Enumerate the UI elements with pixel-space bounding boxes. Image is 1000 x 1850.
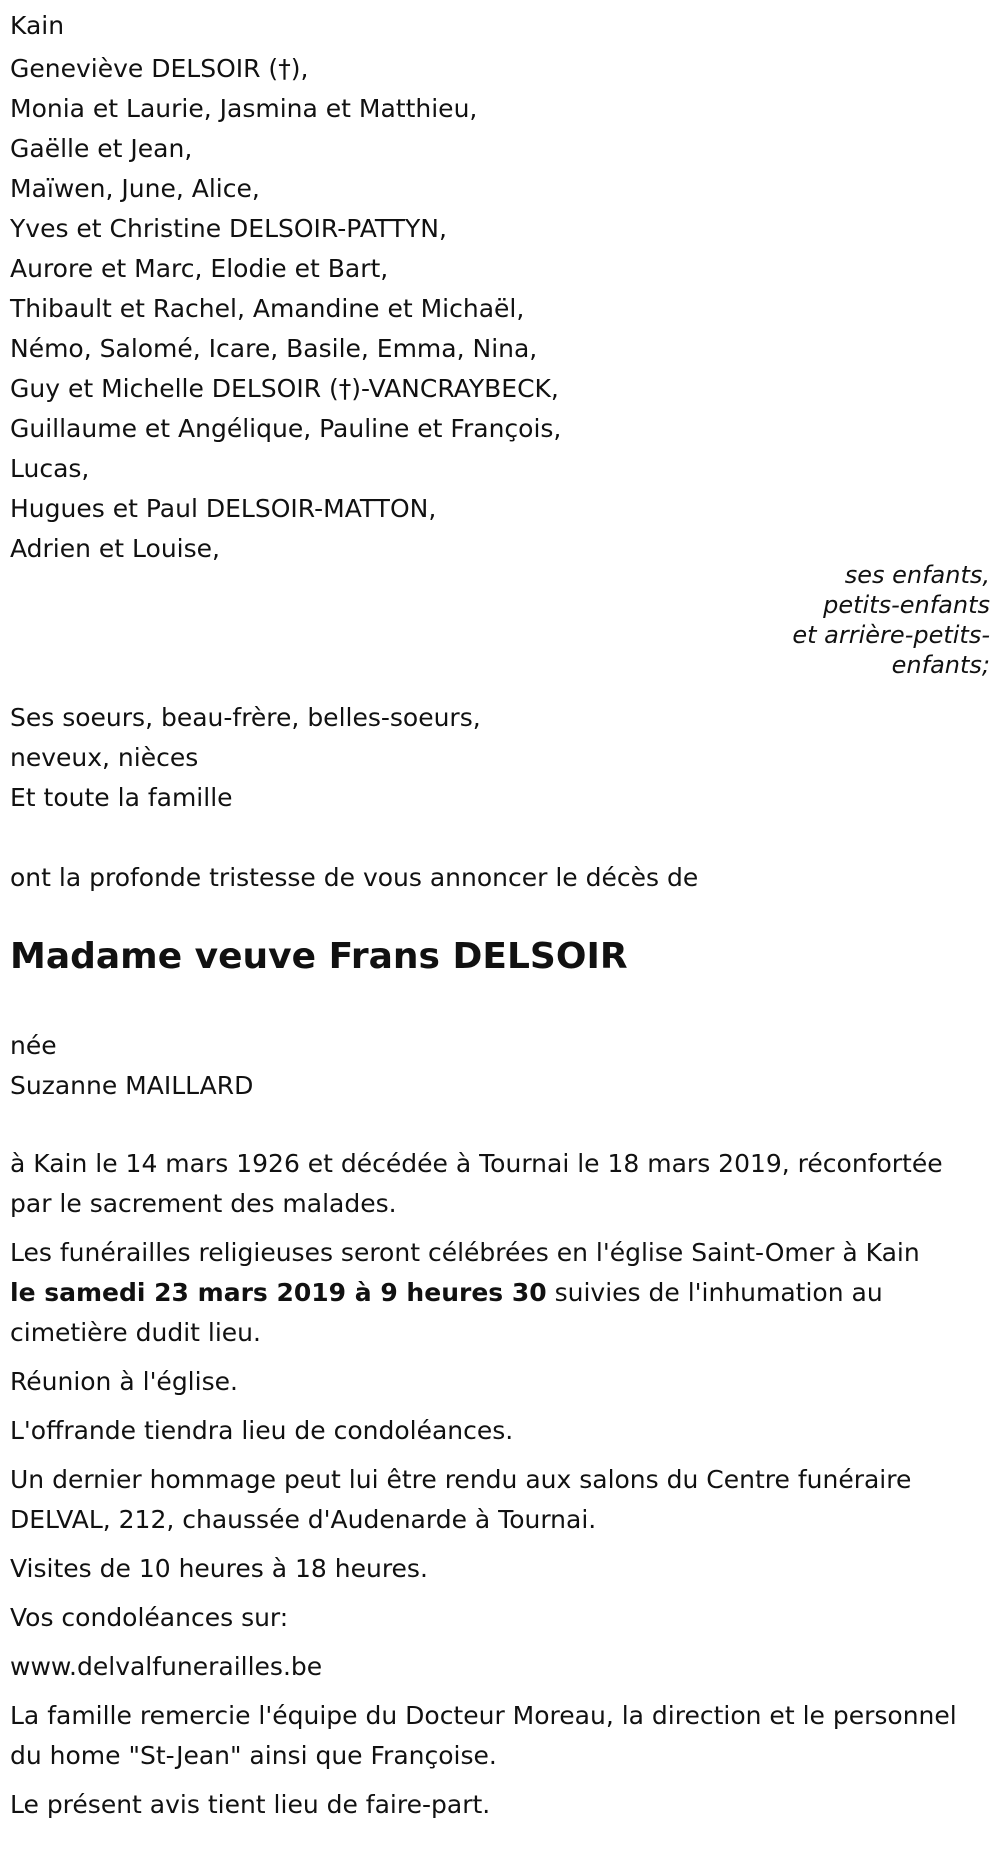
birth-death-info: à Kain le 14 mars 1926 et décédée à Tournai le 18 mars 2019, réconfortée par le sacrement des malades. xyxy=(10,1149,943,1218)
attribution-part-2: et arrière-petits-enfants; xyxy=(792,621,990,679)
visits-info: Visites de 10 heures à 18 heures. xyxy=(10,1554,428,1583)
birth-name: Suzanne MAILLARD xyxy=(10,1071,254,1100)
relatives-line: neveux, nièces xyxy=(10,743,199,772)
funeral-date: le samedi 23 mars 2019 à 9 heures 30 xyxy=(10,1278,547,1307)
family-line: Monia et Laurie, Jasmina et Matthieu, xyxy=(10,94,478,123)
offering-info: L'offrande tiendra lieu de condoléances. xyxy=(10,1416,514,1445)
condolences-label: Vos condoléances sur: xyxy=(10,1603,289,1632)
funeral-intro: Les funérailles religieuses seront célébrées en l'église Saint-Omer à Kain xyxy=(10,1238,920,1267)
thanks-info: La famille remercie l'équipe du Docteur Moreau, la direction et le personnel du home "St-Jean" ainsi que Françoise. xyxy=(10,1701,957,1770)
attribution-part-1: ses enfants, petits-enfants xyxy=(823,561,990,619)
meeting-info: Réunion à l'église. xyxy=(10,1367,238,1396)
deceased-name: Madame veuve Frans DELSOIR xyxy=(10,936,628,977)
family-line: Guy et Michelle DELSOIR (†)-VANCRAYBECK, xyxy=(10,374,559,403)
family-line: Aurore et Marc, Elodie et Bart, xyxy=(10,254,389,283)
birth-name-block xyxy=(10,1026,253,1106)
family-attribution xyxy=(690,560,990,680)
condolences-link[interactable]: www.delvalfunerailles.be xyxy=(10,1652,323,1681)
relatives-block xyxy=(10,698,481,818)
announcement: ont la profonde tristesse de vous annoncer le décès de xyxy=(10,863,699,892)
family-line: Thibault et Rachel, Amandine et Michaël, xyxy=(10,294,525,323)
family-line: Adrien et Louise, xyxy=(10,534,220,563)
family-line: Geneviève DELSOIR (†), xyxy=(10,54,309,83)
family-line: Hugues et Paul DELSOIR-MATTON, xyxy=(10,494,437,523)
family-block xyxy=(10,6,990,569)
relatives-line: Et toute la famille xyxy=(10,783,233,812)
details-block xyxy=(10,1144,990,1834)
family-line: Némo, Salomé, Icare, Basile, Emma, Nina, xyxy=(10,334,538,363)
family-line: Yves et Christine DELSOIR-PATTYN, xyxy=(10,214,447,243)
closing-note: Le présent avis tient lieu de faire-part. xyxy=(10,1790,491,1819)
funeral-info xyxy=(10,1233,990,1353)
born-label: née xyxy=(10,1031,57,1060)
family-line: Lucas, xyxy=(10,454,90,483)
relatives-line: Ses soeurs, beau-frère, belles-soeurs, xyxy=(10,703,481,732)
funeral-rest: suivies de l'inhumation au cimetière dudit lieu. xyxy=(10,1278,883,1347)
family-line: Guillaume et Angélique, Pauline et François, xyxy=(10,414,562,443)
tribute-info: Un dernier hommage peut lui être rendu aux salons du Centre funéraire DELVAL, 212, chaussée d'Audenarde à Tournai. xyxy=(10,1465,912,1534)
family-line: Maïwen, June, Alice, xyxy=(10,174,260,203)
place: Kain xyxy=(10,11,65,40)
family-line: Gaëlle et Jean, xyxy=(10,134,193,163)
